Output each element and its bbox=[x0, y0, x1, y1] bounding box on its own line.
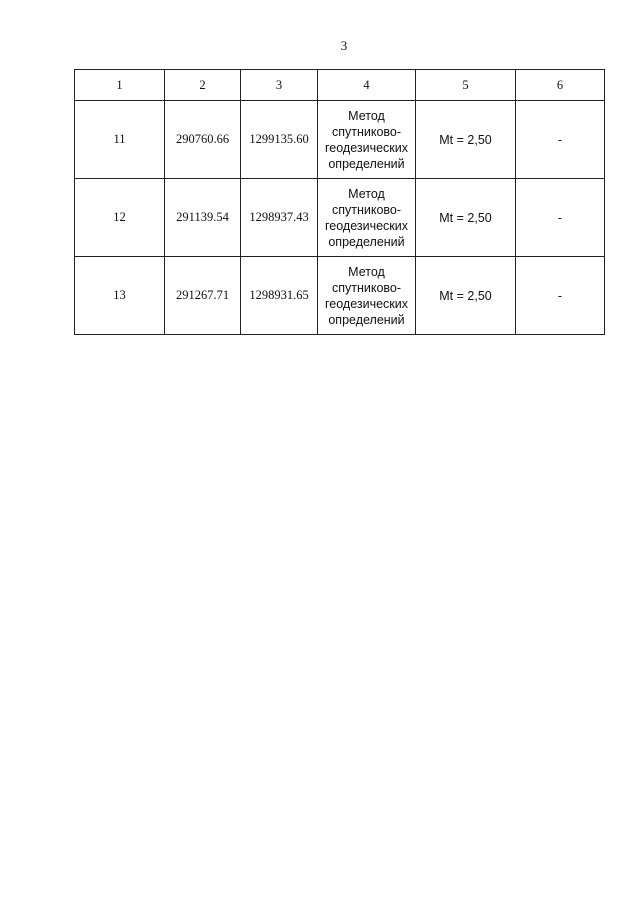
y-coordinate-cell: 1299135.60 bbox=[241, 101, 318, 179]
method-line: определений bbox=[328, 234, 405, 249]
x-coordinate-cell: 291267.71 bbox=[165, 257, 241, 335]
method-line: определений bbox=[328, 312, 405, 327]
y-coordinate-cell: 1298937.43 bbox=[241, 179, 318, 257]
accuracy-cell: Mt = 2,50 bbox=[416, 101, 516, 179]
method-line: определений bbox=[328, 156, 405, 171]
accuracy-cell: Mt = 2,50 bbox=[416, 257, 516, 335]
method-cell bbox=[318, 257, 416, 335]
method-cell bbox=[318, 179, 416, 257]
point-number-cell: 13 bbox=[75, 257, 165, 335]
column-header: 6 bbox=[516, 70, 605, 101]
y-coordinate-cell: 1298931.65 bbox=[241, 257, 318, 335]
x-coordinate-cell: 291139.54 bbox=[165, 179, 241, 257]
method-line: спутниково- bbox=[331, 280, 402, 295]
page-number: 3 bbox=[340, 38, 348, 53]
accuracy-cell: Mt = 2,50 bbox=[416, 179, 516, 257]
method-cell bbox=[318, 101, 416, 179]
column-header: 5 bbox=[416, 70, 516, 101]
point-number-cell: 11 bbox=[75, 101, 165, 179]
table-row bbox=[75, 257, 605, 335]
note-cell: - bbox=[516, 179, 605, 257]
method-line: спутниково- bbox=[331, 124, 402, 139]
column-header: 4 bbox=[318, 70, 416, 101]
method-line: геодезических bbox=[324, 140, 408, 155]
x-coordinate-cell: 290760.66 bbox=[165, 101, 241, 179]
column-header: 1 bbox=[75, 70, 165, 101]
method-line: спутниково- bbox=[331, 202, 402, 217]
table-row bbox=[75, 101, 605, 179]
column-header: 3 bbox=[241, 70, 318, 101]
note-cell: - bbox=[516, 257, 605, 335]
column-header: 2 bbox=[165, 70, 241, 101]
table-header-row bbox=[75, 70, 605, 101]
point-number-cell: 12 bbox=[75, 179, 165, 257]
coordinates-table bbox=[74, 69, 605, 335]
method-line: Метод bbox=[348, 108, 385, 123]
note-cell: - bbox=[516, 101, 605, 179]
table-row bbox=[75, 179, 605, 257]
method-line: геодезических bbox=[324, 296, 408, 311]
method-line: Метод bbox=[348, 186, 385, 201]
method-line: Метод bbox=[348, 264, 385, 279]
method-line: геодезических bbox=[324, 218, 408, 233]
